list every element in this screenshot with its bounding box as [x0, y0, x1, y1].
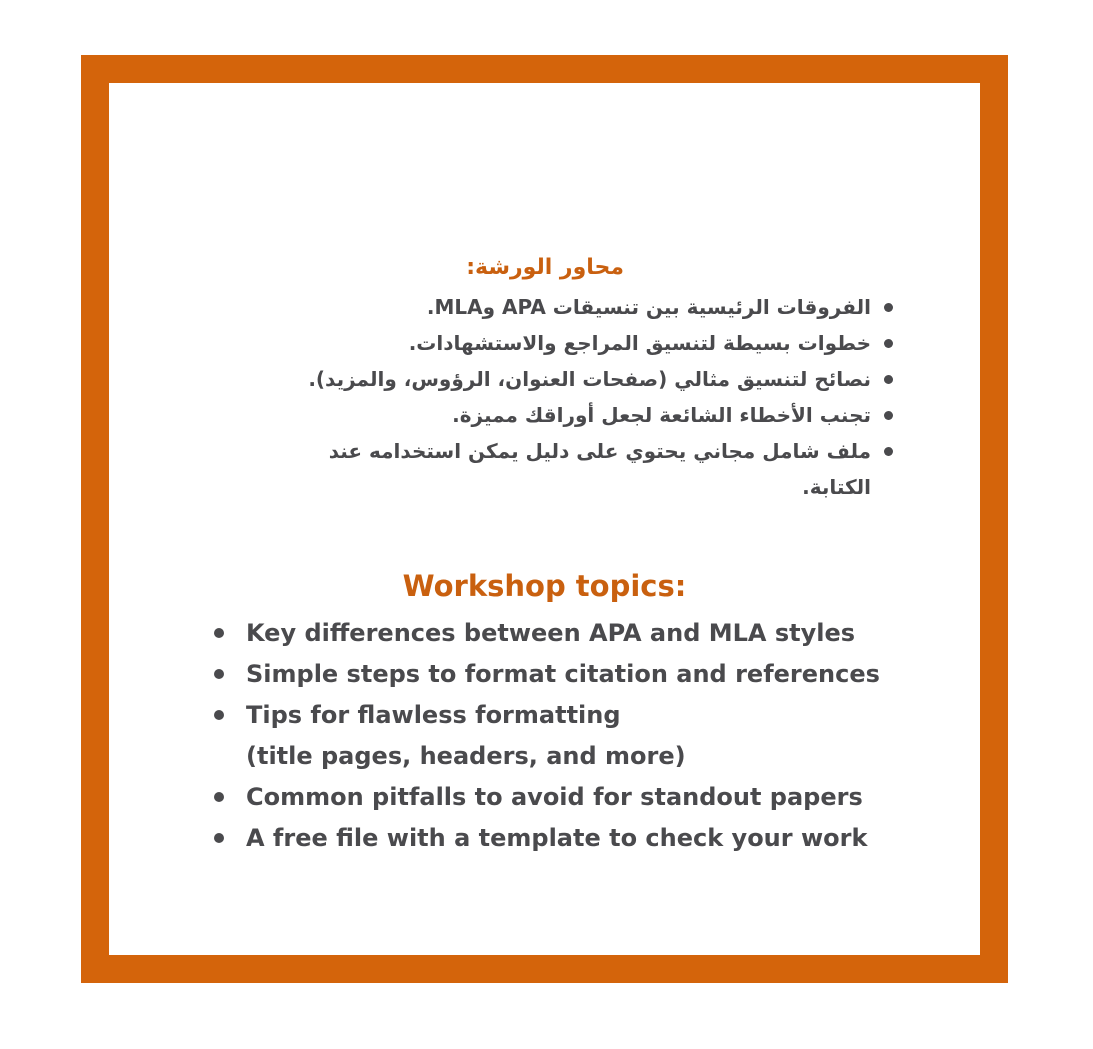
list-item-text-continued: (title pages, headers, and more)	[246, 742, 686, 770]
arabic-topics-list	[259, 289, 897, 505]
english-section-title: Workshop topics:	[402, 569, 687, 603]
list-item: خطوات بسيطة لتنسيق المراجع والاستشهادات.	[259, 325, 897, 361]
orange-border-frame	[81, 55, 1008, 983]
content-panel	[109, 83, 980, 955]
list-item	[212, 654, 932, 695]
list-item-text: A free file with a template to check your work	[246, 824, 868, 852]
list-item	[212, 818, 932, 859]
list-item-text: Tips for flawless formatting	[246, 701, 621, 729]
arabic-section-title: محاور الورشة:	[466, 255, 624, 280]
list-item-text: Simple steps to format citation and references	[246, 660, 880, 688]
english-topics-list	[212, 613, 932, 859]
list-item	[212, 613, 932, 654]
list-item: ملف شامل مجاني يحتوي على دليل يمكن استخدامه عند الكتابة.	[259, 433, 897, 505]
list-item	[212, 695, 932, 777]
list-item: تجنب الأخطاء الشائعة لجعل أوراقك مميزة.	[259, 397, 897, 433]
list-item: نصائح لتنسيق مثالي (صفحات العنوان، الرؤوس، والمزيد).	[259, 361, 897, 397]
list-item-text: Common pitfalls to avoid for standout papers	[246, 783, 863, 811]
list-item	[212, 777, 932, 818]
list-item-text: Key differences between APA and MLA styles	[246, 619, 856, 647]
list-item: الفروقات الرئيسية بين تنسيقات APA وMLA.	[259, 289, 897, 325]
